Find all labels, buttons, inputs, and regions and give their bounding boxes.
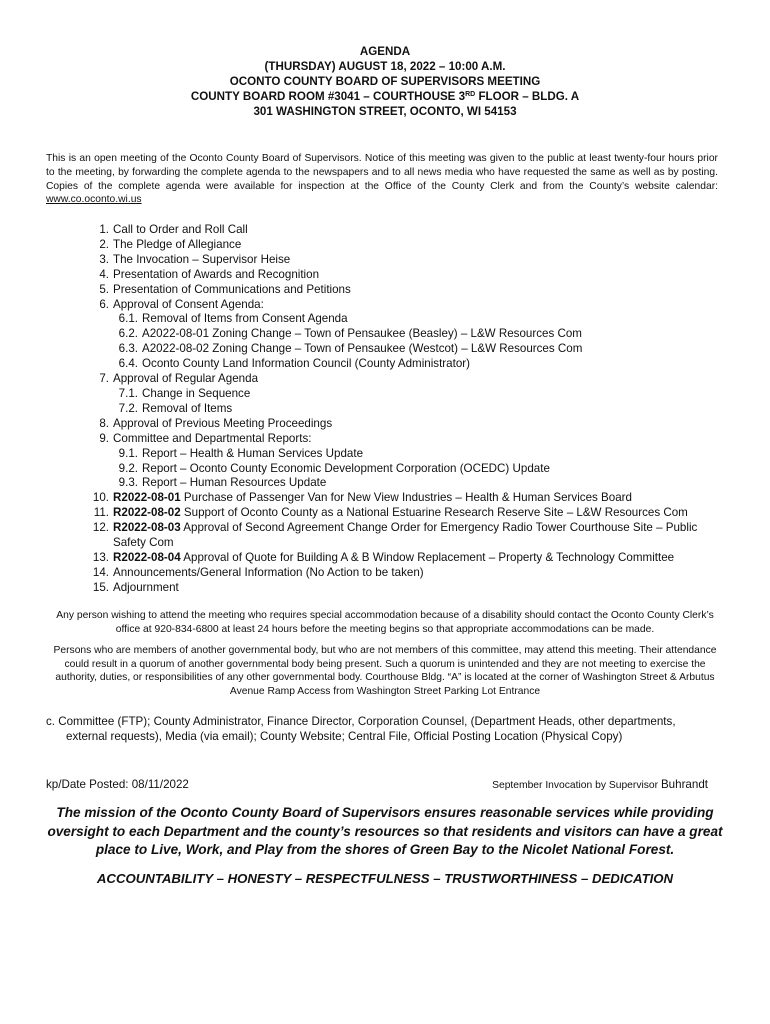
header-room-b: FLOOR – BLDG. A: [475, 90, 580, 103]
agenda-subitem-6-1: [113, 312, 732, 327]
header-title: AGENDA: [359, 45, 411, 58]
item-text: Purchase of Passenger Van for New View Industries – Health & Human Services Board: [180, 491, 632, 505]
subitem-number: 9.2.: [118, 461, 138, 475]
agenda-item-3: [84, 253, 732, 268]
header-room: [0, 89, 770, 104]
distribution-list: c. Committee (FTP); County Administrator, Finance Director, Corporation Counsel, (Department Heads, other departments, external requests), Media (via email); County Website; Central File, Official Posting Location (Physical Copy): [46, 715, 676, 744]
open-meeting-notice: [46, 152, 718, 207]
item-number: 9.: [99, 431, 109, 445]
date-posted: kp/Date Posted: 08/11/2022: [46, 778, 189, 791]
agenda-subitem-6-3: [113, 342, 732, 357]
item-number: 6.: [99, 297, 109, 311]
item-number: 3.: [99, 252, 109, 266]
item-text: Call to Order and Roll Call: [113, 223, 248, 236]
agenda-item-1: [84, 223, 732, 238]
subitem-text: Report – Human Resources Update: [142, 476, 327, 490]
resolution-code: R2022-08-02: [113, 506, 181, 520]
subitem-text: Removal of Items: [142, 401, 233, 415]
agenda-subitem-9-3: [113, 476, 732, 491]
subitem-text: A2022-08-01 Zoning Change – Town of Pensaukee (Beasley) – L&W Resources Com: [142, 327, 582, 341]
agenda-item-11: [84, 506, 732, 521]
invocation-note: [492, 778, 708, 791]
subitem-number: 6.4.: [118, 357, 138, 371]
agenda-item-8: [84, 417, 732, 432]
item-number: 11.: [93, 506, 109, 520]
item-text: Presentation of Awards and Recognition: [113, 267, 320, 281]
agenda-item-13: [84, 551, 732, 566]
agenda-item-4: [84, 268, 732, 283]
agenda-item-9: [84, 432, 732, 492]
agenda-item-12: [84, 521, 732, 551]
item-text: Approval of Quote for Building A & B Window Replacement – Property & Technology Committee: [180, 550, 675, 564]
subitem-number: 6.2.: [118, 327, 138, 341]
item-number: 10.: [92, 491, 109, 505]
invocation-prefix: September Invocation by Supervisor: [492, 780, 661, 791]
item-number: 13.: [92, 550, 109, 564]
agenda-item-7: [84, 372, 732, 417]
subitem-text: Oconto County Land Information Council (County Administrator): [142, 357, 471, 371]
item-text: Approval of Second Agreement Change Order for Emergency Radio Tower Courthouse Site – Public Safety Com: [113, 521, 698, 550]
item-number: 14.: [92, 565, 109, 579]
agenda-item-14: [84, 566, 732, 581]
subitem-text: A2022-08-02 Zoning Change – Town of Pensaukee (Westcot) – L&W Resources Com: [142, 342, 583, 356]
item-number: 4.: [99, 267, 109, 281]
mission-statement: The mission of the Oconto County Board of Supervisors ensures reasonable services while providing oversight to each Department and the county’s resources so that residents and visitors can have a great place to Live, Work, and Play from the shores of Green Bay to the Nicolet National Forest.: [47, 805, 723, 857]
agenda-item-2: [84, 238, 732, 253]
agenda-item-5: [84, 283, 732, 298]
agenda-subitem-7-2: [113, 402, 732, 417]
subitem-number: 7.2.: [118, 401, 138, 415]
item-text: Approval of Consent Agenda:: [113, 297, 264, 311]
agenda-item-6: [84, 298, 732, 373]
subitem-text: Report – Health & Human Services Update: [142, 446, 364, 460]
agenda-subitem-7-1: [113, 387, 732, 402]
resolution-code: R2022-08-01: [113, 491, 181, 505]
agenda-item-15: [84, 581, 732, 596]
subitem-number: 9.3.: [118, 476, 138, 490]
subitem-number: 6.3.: [118, 342, 138, 356]
item-number: 12.: [92, 521, 109, 535]
item-number: 2.: [99, 237, 109, 251]
item-text: Announcements/General Information (No Action to be taken): [113, 565, 424, 579]
header-room-a: COUNTY BOARD ROOM #3041 – COURTHOUSE 3: [190, 90, 466, 103]
subitem-number: 6.1.: [118, 312, 138, 326]
subitem-text: Removal of Items from Consent Agenda: [142, 312, 348, 326]
agenda-subitem-9-1: [113, 447, 732, 462]
core-values: ACCOUNTABILITY – HONESTY – RESPECTFULNESS – TRUSTWORTHINESS – DEDICATION: [96, 871, 674, 886]
agenda-subitem-6-4: [113, 357, 732, 372]
intro-text: This is an open meeting of the Oconto County Board of Supervisors. Notice of this meeting was given to the public at least twenty-four hours prior to the meeting, by forwarding the complete agenda to the newspapers and to all news media who have requested the same as well as by posting. Copies of the complete agenda were available for inspection at the Office of the County Clerk and from the County’s website calendar:: [46, 153, 718, 192]
item-text: Approval of Regular Agenda: [113, 372, 259, 386]
item-number: 15.: [92, 580, 109, 594]
item-text: Adjournment: [113, 580, 179, 594]
agenda-header: [0, 44, 770, 119]
item-text: Presentation of Communications and Petitions: [113, 282, 351, 296]
item-number: 5.: [99, 282, 109, 296]
item-number: 7.: [99, 372, 109, 386]
resolution-code: R2022-08-04: [113, 550, 181, 564]
item-text: Support of Oconto County as a National Estuarine Research Reserve Site – L&W Resources Com: [180, 506, 688, 520]
item-text: Approval of Previous Meeting Proceedings: [113, 416, 333, 430]
subitem-number: 9.1.: [118, 446, 138, 460]
subitem-text: Report – Oconto County Economic Development Corporation (OCEDC) Update: [142, 461, 550, 475]
resolution-code: R2022-08-03: [113, 521, 181, 535]
subitem-number: 7.1.: [118, 386, 138, 400]
agenda-item-10: [84, 491, 732, 506]
subitem-text: Change in Sequence: [142, 386, 251, 400]
item-text: The Invocation – Supervisor Heise: [113, 252, 291, 266]
header-room-sup: RD: [465, 91, 476, 98]
item-number: 8.: [99, 416, 109, 430]
agenda-list: [84, 223, 732, 596]
invocation-supervisor: Buhrandt: [660, 778, 708, 791]
agenda-subitem-9-2: [113, 462, 732, 477]
website-link[interactable]: www.co.oconto.wi.us: [46, 194, 142, 206]
item-text: Committee and Departmental Reports:: [113, 431, 312, 445]
quorum-notice: Persons who are members of another governmental body, but who are not members of this committee, may attend this meeting. Their attendance could result in a quorum of another governmental body being present. Such a quorum is unintended and they are not meeting to exercise the authority, duties, or responsibilities of any other governmental body. Courthouse Bldg. “A” is located at the corner of Washington Street & Arbutus Avenue Ramp Access from Washington Street Parking Lot Entrance: [53, 645, 717, 698]
item-number: 1.: [99, 223, 109, 236]
header-date: (THURSDAY) AUGUST 18, 2022 – 10:00 A.M.: [264, 60, 506, 73]
header-address: 301 WASHINGTON STREET, OCONTO, WI 54153: [253, 105, 517, 118]
agenda-subitem-6-2: [113, 327, 732, 342]
header-meeting: OCONTO COUNTY BOARD OF SUPERVISORS MEETING: [229, 75, 541, 88]
accommodation-notice: Any person wishing to attend the meeting who requires special accommodation because of a disability should contact the Oconto County Clerk’s office at 920-834-6800 at least 24 hours before the meeting begins so that appropriate accommodations can be made.: [56, 610, 714, 635]
item-text: The Pledge of Allegiance: [113, 237, 242, 251]
